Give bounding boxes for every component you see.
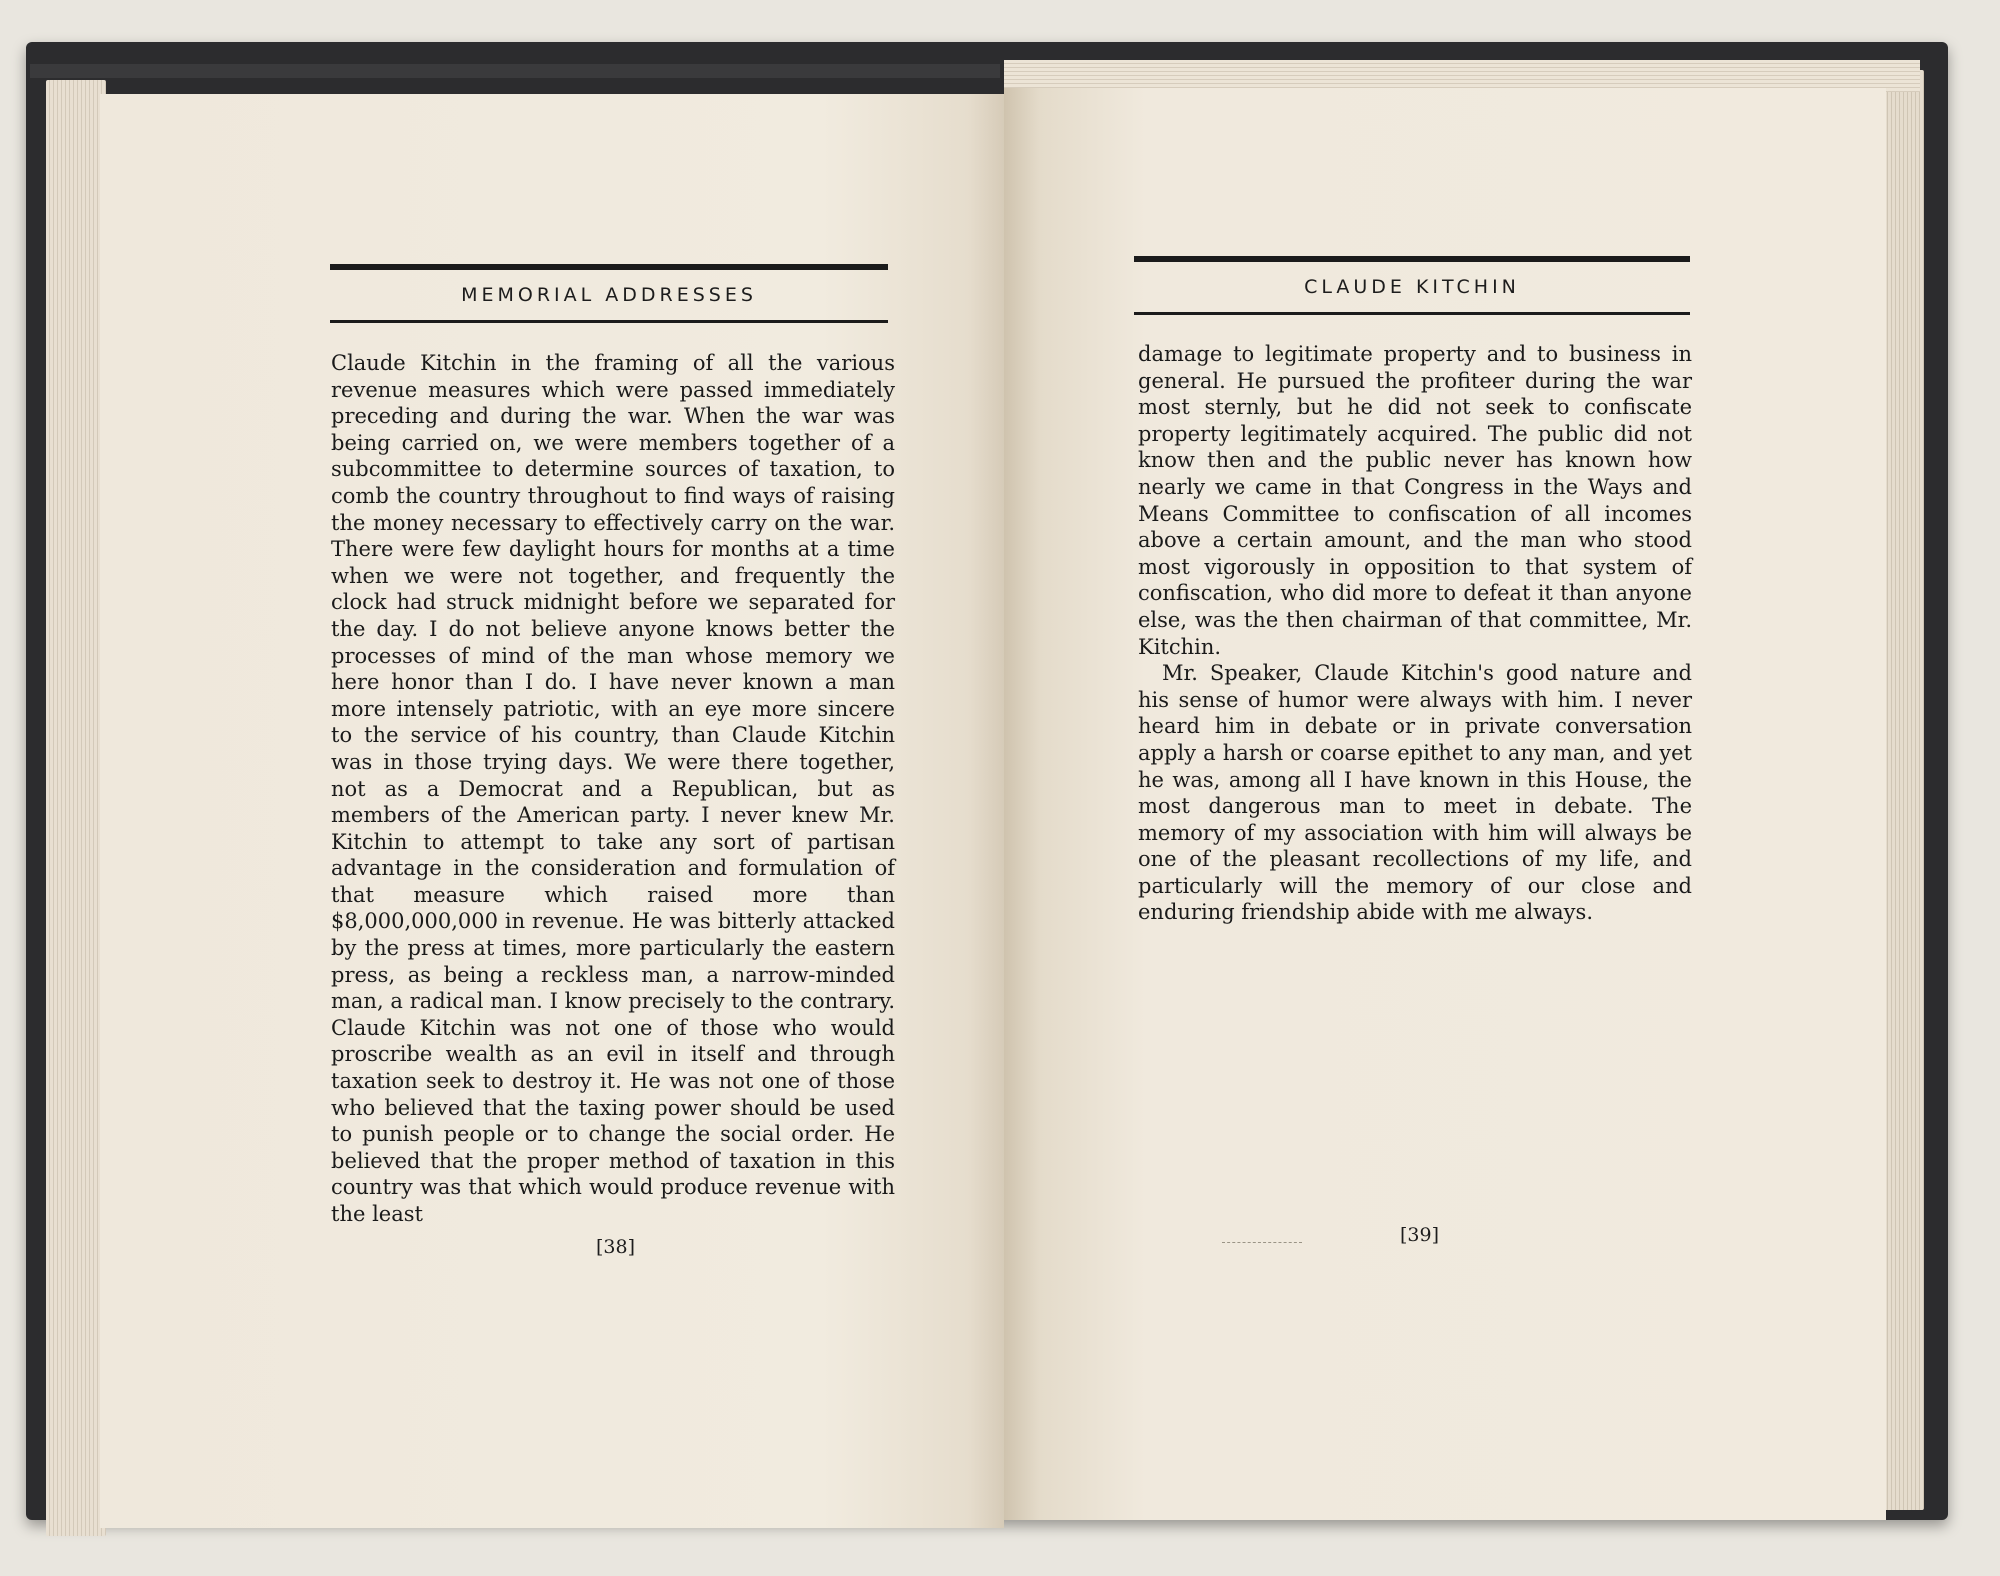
left-running-head [330, 264, 888, 323]
cover-top-edge [30, 64, 1000, 78]
right-page-number: [39] [1400, 1224, 1440, 1246]
left-paragraph: Claude Kitchin in the framing of all the various revenue measures which were passed immediately preceding and during the war. When the war was being carried on, we were members together of a subcommittee to determine sources of taxation, to comb the country throughout to find ways of raising the money necessary to effectively carry on the war. There were few daylight hours for months at a time when we were not together, and frequently the clock had struck midnight before we separated for the day. I do not believe anyone knows better the processes of mind of the man whose memory we here honor than I do. I have never known a man more intensely patriotic, with an eye more sincere to the service of his country, than Claude Kitchin was in those trying days. We were there together, not as a Democrat and a Republican, but as members of the American party. I never knew Mr. Kitchin to attempt to take any sort of partisan advantage in the consideration and formulation of that measure which raised more than $8,000,000,000 in revenue. He was bitterly attacked by the press at times, more particularly the eastern press, as being a reckless man, a narrow-minded man, a radical man. I know precisely to the contrary. Claude Kitchin was not one of those who would proscribe wealth as an evil in itself and through taxation seek to destroy it. He was not one of those who believed that the taxing power should be used to punish people or to change the social order. He believed that the proper method of taxation in this country was that which would produce revenue with the least [331, 351, 895, 1226]
right-paragraph-1: damage to legitimate property and to business in general. He pursued the profiteer during the war most sternly, but he did not seek to confiscate property legitimately acquired. The public did not know then and the public never has known how nearly we came in that Congress in the Ways and Means Committee to confiscation of all incomes above a certain amount, and the man who stood most vigorously in opposition to that system of confiscation, who did more to defeat it than anyone else, was the then chairman of that committee, Mr. Kitchin. [1138, 342, 1692, 659]
right-page-edges [1880, 70, 1924, 1510]
left-body-text [331, 350, 895, 1228]
left-running-head-text: MEMORIAL ADDRESSES [461, 284, 757, 306]
left-page-edges [46, 80, 106, 1536]
right-paragraph-2: Mr. Speaker, Claude Kitchin's good nature and his sense of humor were always with him. I never heard him in debate or in private conversation apply a harsh or coarse epithet to any man, and yet he was, among all I have known in this House, the most dangerous man to meet in debate. The memory of my association with him will always be one of the pleasant recollections of my life, and particularly will the memory of our close and enduring friendship abide with me always. [1138, 661, 1692, 925]
faint-mark [1222, 1242, 1302, 1244]
right-running-head-text: CLAUDE KITCHIN [1304, 276, 1520, 298]
right-running-head [1134, 256, 1690, 315]
right-body-text [1138, 341, 1692, 926]
left-page-number: [38] [596, 1236, 636, 1258]
